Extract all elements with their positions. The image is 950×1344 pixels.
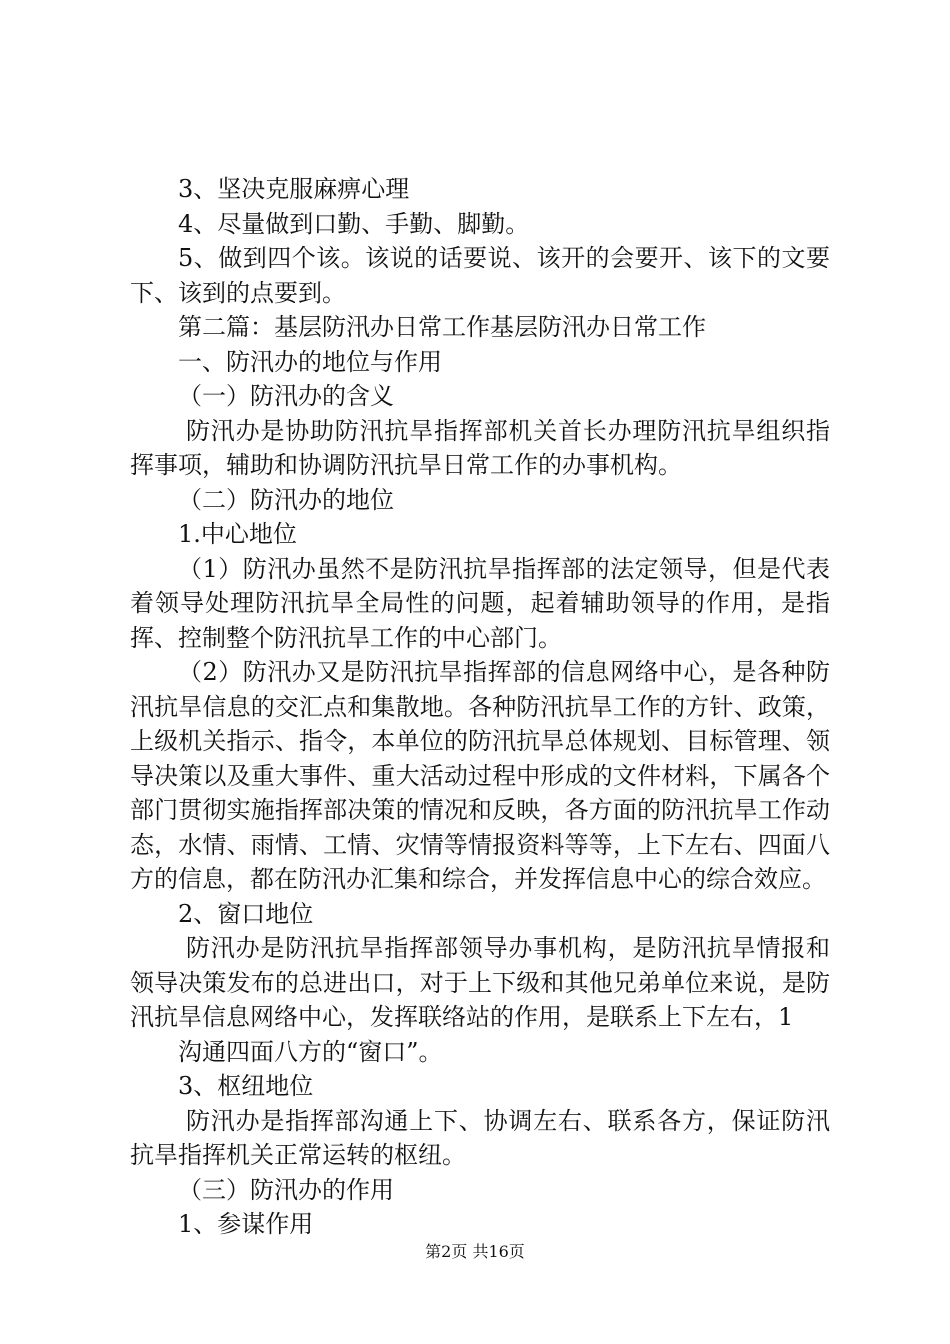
paragraph: 防汛办是协助防汛抗旱指挥部机关首长办理防汛抗旱组织指挥事项，辅助和协调防汛抗旱日常工作的办事机构。	[130, 416, 830, 479]
paragraph: 5、做到四个该。该说的话要说、该开的会要开、该下的文要下、该到的点要到。	[130, 244, 830, 307]
section-heading: 第二篇：基层防汛办日常工作基层防汛办日常工作	[178, 313, 706, 341]
subsection-heading: 2、窗口地位	[178, 899, 314, 928]
subsection-heading: 1.中心地位	[178, 520, 297, 548]
paragraph: 防汛办是防汛抗旱指挥部领导办事机构，是防汛抗旱情报和领导决策发布的总进出口，对于上下级和其他兄弟单位来说，是防汛抗旱信息网络中心，发挥联络站的作用，是联系上下左右，1	[130, 934, 830, 1031]
paragraph: （1）防汛办虽然不是防汛抗旱指挥部的法定领导，但是代表着领导处理防汛抗旱全局性的问题，起着辅助领导的作用，是指挥、控制整个防汛抗旱工作的中心部门。	[130, 554, 830, 652]
subsection-heading: （二）防汛办的地位	[178, 485, 394, 514]
paragraph: 防汛办是指挥部沟通上下、协调左右、联系各方，保证防汛抗旱指挥机关正常运转的枢纽。	[130, 1106, 830, 1169]
subsection-heading: 1、参谋作用	[178, 1210, 314, 1238]
subsection-heading: （三）防汛办的作用	[178, 1175, 394, 1204]
subsection-heading: 3、枢纽地位	[178, 1072, 314, 1100]
paragraph: 沟通四面八方的“窗口”。	[178, 1037, 443, 1066]
page-number-footer: 第2页 共16页	[425, 1242, 525, 1261]
paragraph: 4、尽量做到口勤、手勤、脚勤。	[178, 209, 530, 238]
subsection-heading: （一）防汛办的含义	[178, 382, 394, 410]
section-heading: 一、防汛办的地位与作用	[178, 347, 442, 376]
paragraph: 3、坚决克服麻痹心理	[178, 175, 410, 203]
paragraph: （2）防汛办又是防汛抗旱指挥部的信息网络中心，是各种防汛抗旱信息的交汇点和集散地。各种防汛抗旱工作的方针、政策，上级机关指示、指令，本单位的防汛抗旱总体规划、目标管理、领导决策以及重大事件、重大活动过程中形成的文件材料，下属各个部门贯彻实施指挥部决策的情况和反映，各方面的防汛抗旱工作动态，水情、雨情、工情、灾情等情报资料等等，上下左右、四面八方的信息，都在防汛办汇集和综合，并发挥信息中心的综合效应。	[130, 658, 830, 893]
document-body	[130, 172, 830, 1242]
